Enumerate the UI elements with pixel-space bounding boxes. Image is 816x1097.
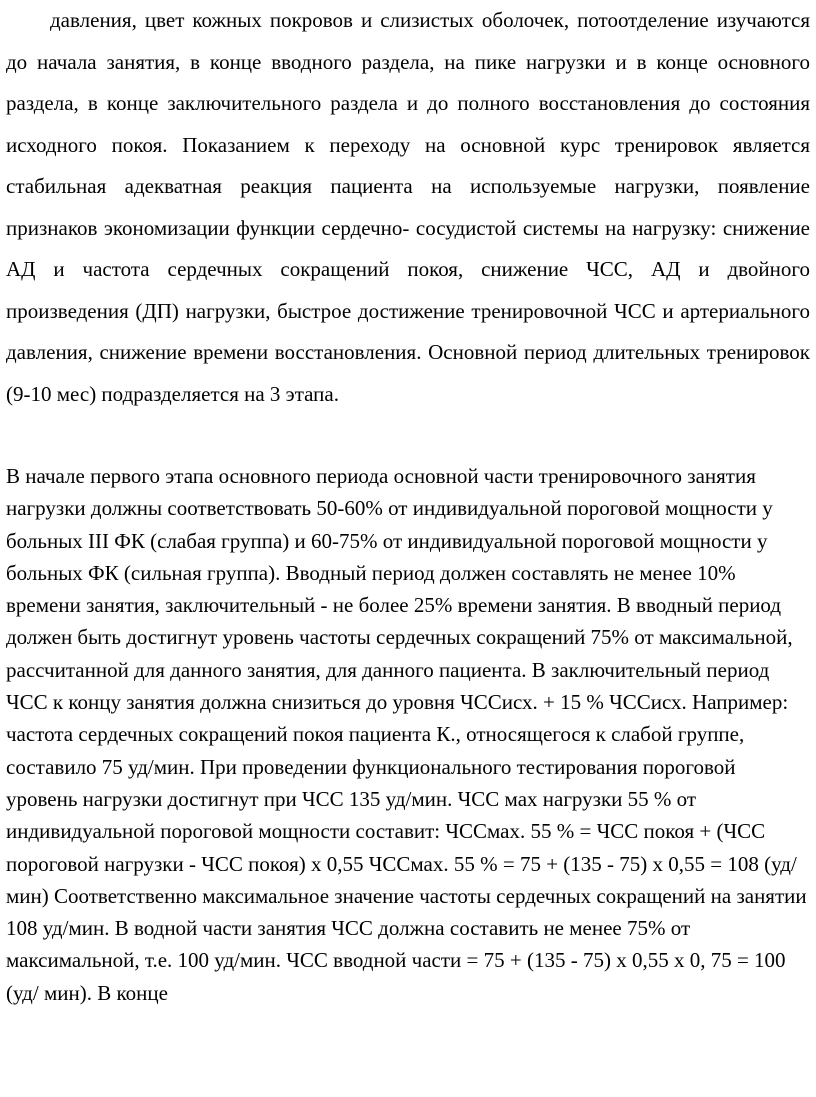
paragraph-2: В начале первого этапа основного периода основной части тренировочного занятия нагрузки должны соответствовать 50-60% от индивидуальной пороговой мощности у больных III ФК (слабая группа) и 60-75% от индивидуальной пороговой мощности у больных ФК (сильная группа). Вводный период должен составлять не менее 10% времени занятия, заключительный - не более 25% времени занятия. В вводный период должен быть достигнут уровень частоты сердечных сокращений 75% от максимальной, рассчитанной для данного занятия, для данного пациента. В заключительный период ЧСС к концу занятия должна снизиться до уровня ЧССисх. + 15 % ЧССисх. Например: частота сердечных сокращений покоя пациента К., относящегося к слабой группе, составило 75 уд/мин. При проведении функционального тестирования пороговой уровень нагрузки достигнут при ЧСС 135 уд/мин. ЧСС мах нагрузки 55 % от индивидуальной пороговой мощности составит: ЧССмах. 55 % = ЧСС покоя + (ЧСС пороговой нагрузки - ЧСС покоя) х 0,55 ЧССмах. 55 % = 75 + (135 - 75) х 0,55 = 108 (уд/мин) Соответственно максимальное значение частоты сердечных сокращений на занятии 108 уд/мин. В водной части занятия ЧСС должна составить не менее 75% от максимальной, т.е. 100 уд/мин. ЧСС вводной части = 75 + (135 - 75) х 0,55 х 0, 75 = 100 (уд/ мин). В конце	[6, 464, 807, 1005]
paragraph-1: давления, цвет кожных покровов и слизистых оболочек, потоотделение изучаются до начала занятия, в конце вводного раздела, на пике нагрузки и в конце основного раздела, в конце заключительного раздела и до полного восстановления до состояния исходного покоя. Показанием к переходу на основной курс тренировок является стабильная адекватная реакция пациента на используемые нагрузки, появление признаков экономизации функции сердечно- сосудистой системы на нагрузку: снижение АД и частота сердечных сокращений покоя, снижение ЧСС, АД и двойного произведения (ДП) нагрузки, быстрое достижение тренировочной ЧСС и артериального давления, снижение времени восстановления. Основной период длительных тренировок (9-10 мес) подразделяется на 3 этапа.	[6, 8, 810, 406]
